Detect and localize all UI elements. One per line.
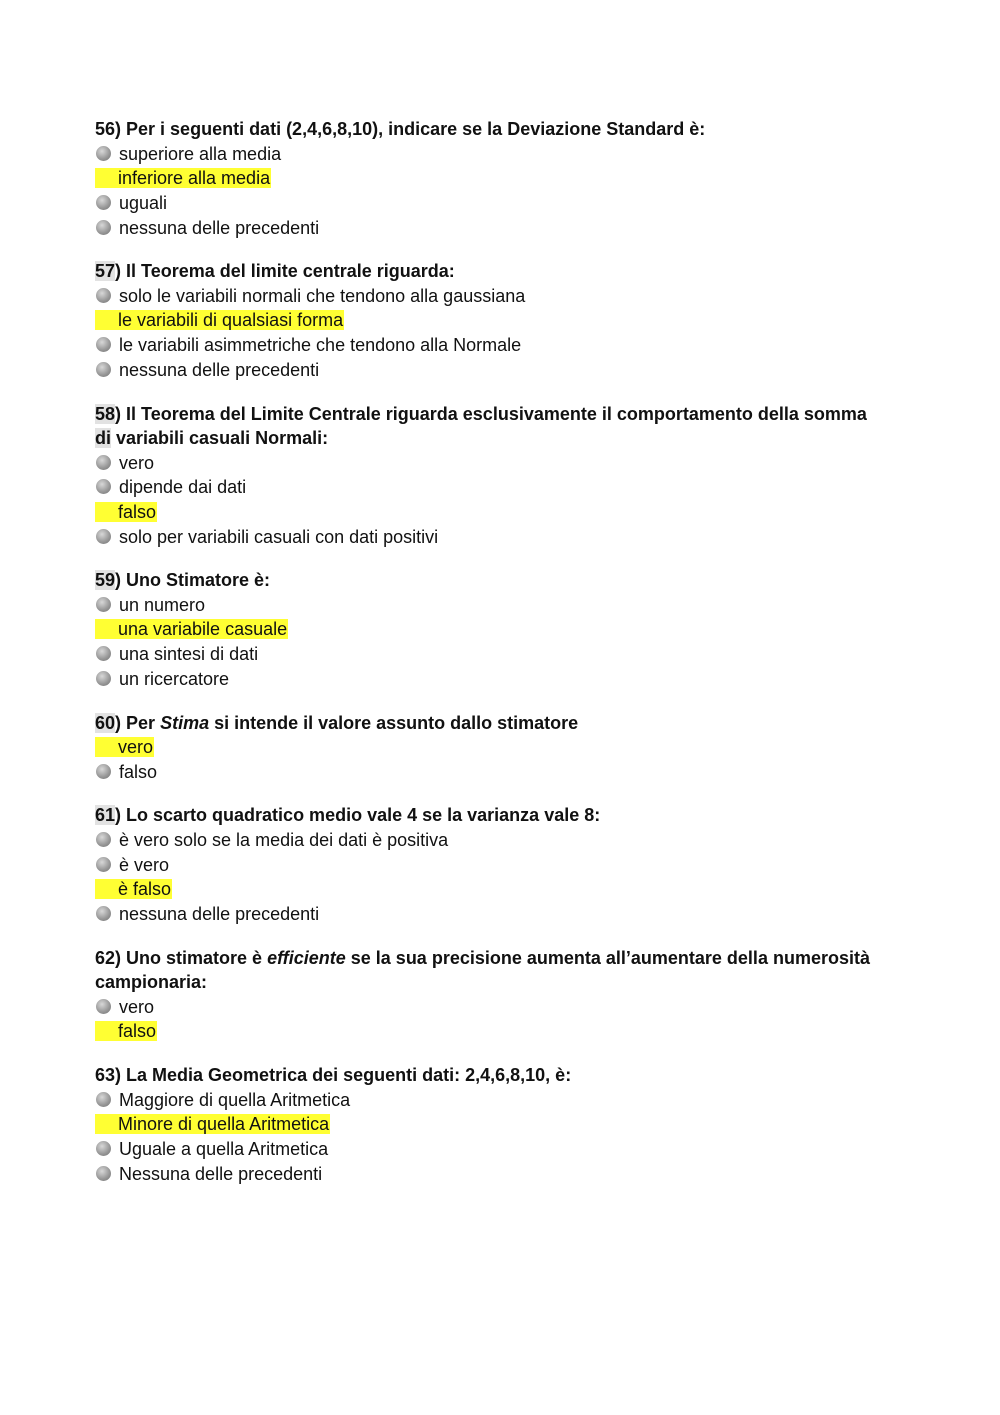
- question-body-line2: variabili casuali Normali:: [111, 428, 329, 448]
- option[interactable]: [95, 358, 915, 383]
- question-56: [95, 117, 915, 240]
- question-number: 56: [95, 119, 116, 139]
- option-correct[interactable]: [95, 877, 915, 902]
- question-body-post: si intende il valore assunto dallo stimatore: [209, 712, 579, 733]
- highlighted-answer: è falso: [95, 879, 172, 899]
- option[interactable]: [95, 451, 915, 476]
- option-correct[interactable]: [95, 1019, 915, 1044]
- question-text: [95, 402, 915, 451]
- radio-bullet-icon: [96, 646, 111, 661]
- option-label: solo per variabili casuali con dati positivi: [119, 526, 439, 547]
- question-60: [95, 711, 915, 785]
- option-label: Maggiore di quella Aritmetica: [119, 1089, 351, 1110]
- radio-bullet-icon: [96, 1092, 111, 1107]
- option-label: le variabili asimmetriche che tendono alla Normale: [119, 335, 522, 356]
- option[interactable]: [95, 828, 915, 853]
- question-body-post: se la sua precisione aumenta all’aumentare della numerosità campionaria:: [95, 947, 870, 993]
- radio-bullet-icon: [96, 906, 111, 921]
- highlighted-answer: falso: [95, 502, 157, 522]
- option-correct[interactable]: [95, 500, 915, 525]
- option[interactable]: [95, 284, 915, 309]
- option-label: nessuna delle precedenti: [119, 217, 320, 238]
- highlighted-answer: inferiore alla media: [95, 168, 271, 188]
- question-text: [95, 711, 915, 736]
- option-correct[interactable]: [95, 735, 915, 760]
- question-number: 58: [95, 403, 116, 424]
- question-body-line1: ) Il Teorema del Limite Centrale riguarda esclusivamente il comportamento della somma: [115, 403, 867, 424]
- option[interactable]: [95, 191, 915, 216]
- question-59: [95, 568, 915, 691]
- option-label: uguali: [119, 192, 168, 213]
- question-text: [95, 117, 915, 142]
- radio-bullet-icon: [96, 288, 111, 303]
- radio-bullet-icon: [96, 832, 111, 847]
- option-correct[interactable]: [95, 308, 915, 333]
- question-text: [95, 259, 915, 284]
- radio-bullet-icon: [96, 764, 111, 779]
- question-text: [95, 1063, 915, 1088]
- highlighted-answer: vero: [95, 737, 154, 757]
- option-label: una sintesi di dati: [119, 644, 259, 665]
- radio-bullet-icon: [96, 1141, 111, 1156]
- radio-bullet-icon: [96, 529, 111, 544]
- question-number: 60: [95, 712, 116, 733]
- question-63: [95, 1063, 915, 1186]
- option-correct[interactable]: [95, 166, 915, 191]
- question-number: 63: [95, 1065, 116, 1085]
- option[interactable]: [95, 475, 915, 500]
- option-label: vero: [119, 996, 155, 1017]
- question-body: ) Uno Stimatore è:: [115, 570, 271, 591]
- option-label: solo le variabili normali che tendono alla gaussiana: [119, 285, 526, 306]
- option-label: Uguale a quella Aritmetica: [119, 1138, 329, 1159]
- radio-bullet-icon: [96, 671, 111, 686]
- radio-bullet-icon: [96, 999, 111, 1014]
- option-label: dipende dai dati: [119, 477, 247, 498]
- option[interactable]: [95, 525, 915, 550]
- question-body-pre: ) Per: [115, 712, 161, 733]
- option-label: falso: [119, 761, 158, 782]
- radio-bullet-icon: [96, 479, 111, 494]
- quiz-document: [95, 117, 915, 1205]
- question-number: 57: [95, 261, 116, 282]
- option[interactable]: [95, 995, 915, 1020]
- option[interactable]: [95, 642, 915, 667]
- option-label: Nessuna delle precedenti: [119, 1163, 323, 1184]
- option-label: superiore alla media: [119, 143, 282, 164]
- option-label: nessuna delle precedenti: [119, 359, 320, 380]
- radio-bullet-icon: [96, 362, 111, 377]
- highlighted-answer: Minore di quella Aritmetica: [95, 1114, 330, 1134]
- radio-bullet-icon: [96, 146, 111, 161]
- question-61: [95, 803, 915, 926]
- question-word-di: di: [95, 428, 111, 448]
- question-58: [95, 402, 915, 550]
- option[interactable]: [95, 593, 915, 618]
- question-emphasis: efficiente: [267, 947, 346, 968]
- question-emphasis: Stima: [160, 712, 210, 733]
- option[interactable]: [95, 902, 915, 927]
- question-text: [95, 946, 915, 995]
- question-body: ) La Media Geometrica dei seguenti dati: 2,4,6,8,10, è:: [115, 1065, 572, 1085]
- question-body: ) Per i seguenti dati (2,4,6,8,10), indicare se la Deviazione Standard è:: [115, 119, 706, 139]
- radio-bullet-icon: [96, 337, 111, 352]
- option-label: un ricercatore: [119, 668, 230, 689]
- highlighted-answer: una variabile casuale: [95, 619, 288, 639]
- question-text: [95, 803, 915, 828]
- question-body-pre: ) Uno stimatore è: [115, 947, 268, 968]
- question-number: 62: [95, 947, 116, 968]
- question-62: [95, 946, 915, 1044]
- radio-bullet-icon: [96, 455, 111, 470]
- option[interactable]: [95, 1088, 915, 1113]
- option[interactable]: [95, 1137, 915, 1162]
- question-number: 61: [95, 805, 116, 826]
- option[interactable]: [95, 667, 915, 692]
- question-number: 59: [95, 570, 116, 591]
- option-label: vero: [119, 452, 155, 473]
- option-label: un numero: [119, 594, 206, 615]
- radio-bullet-icon: [96, 857, 111, 872]
- option-label: è vero: [119, 854, 170, 875]
- option[interactable]: [95, 853, 915, 878]
- option[interactable]: [95, 333, 915, 358]
- highlighted-answer: le variabili di qualsiasi forma: [95, 310, 344, 330]
- option-label: nessuna delle precedenti: [119, 903, 320, 924]
- radio-bullet-icon: [96, 597, 111, 612]
- radio-bullet-icon: [96, 220, 111, 235]
- radio-bullet-icon: [96, 1166, 111, 1181]
- option[interactable]: [95, 216, 915, 241]
- question-body: ) Il Teorema del limite centrale riguarda:: [115, 261, 455, 282]
- question-57: [95, 259, 915, 382]
- option-label: è vero solo se la media dei dati è positiva: [119, 829, 449, 850]
- option-correct[interactable]: [95, 1112, 915, 1137]
- option-correct[interactable]: [95, 617, 915, 642]
- option[interactable]: [95, 1162, 915, 1187]
- highlighted-answer: falso: [95, 1021, 157, 1041]
- question-body: ) Lo scarto quadratico medio vale 4 se la varianza vale 8:: [115, 805, 601, 826]
- option[interactable]: [95, 142, 915, 167]
- question-text: [95, 568, 915, 593]
- option[interactable]: [95, 760, 915, 785]
- radio-bullet-icon: [96, 195, 111, 210]
